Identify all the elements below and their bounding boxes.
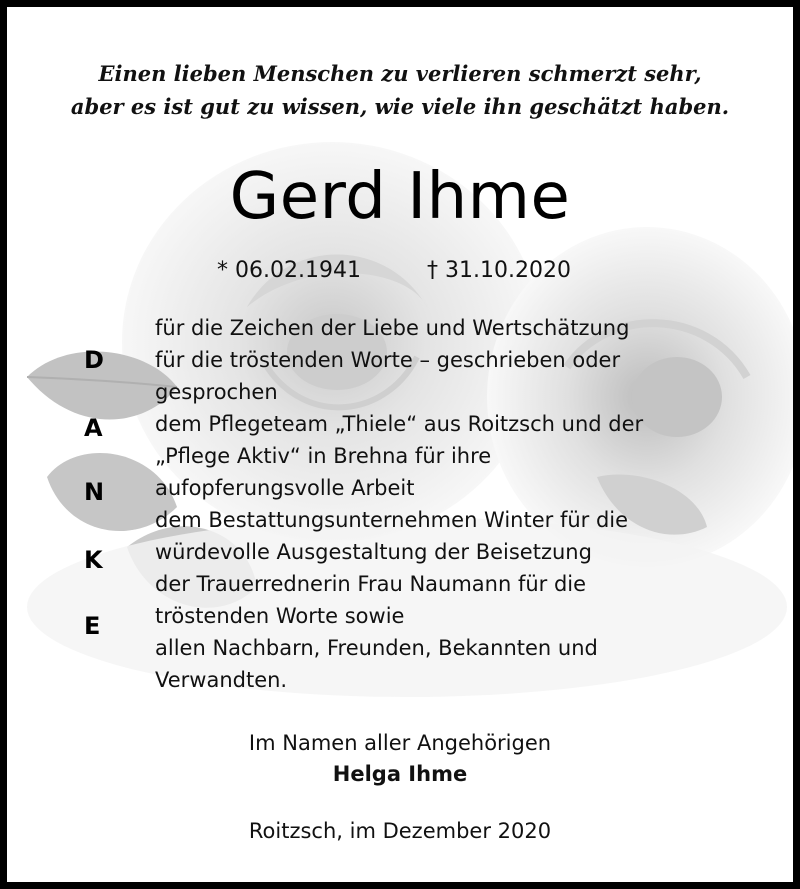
- thanks-item: dem Pflegeteam „Thiele“ aus Roitzsch und der „Pflege Aktiv“ in Brehna für ihre aufopferungsvolle Arbeit: [155, 412, 644, 500]
- birth-date: * 06.02.1941: [217, 258, 361, 283]
- death-date: † 31.10.2020: [427, 258, 571, 283]
- quote-line-1: Einen lieben Menschen zu verlieren schmerzt sehr,: [98, 61, 702, 86]
- thanks-item: für die Zeichen der Liebe und Wertschätzung: [155, 316, 630, 340]
- thanks-item: der Trauerrednerin Frau Naumann für die tröstenden Worte sowie: [155, 572, 587, 628]
- danke-letter-a: A: [84, 414, 103, 442]
- danke-letter-d: D: [84, 346, 104, 374]
- danke-letter-e: E: [84, 612, 101, 640]
- opening-quote: [7, 57, 793, 123]
- thanks-item: allen Nachbarn, Freunden, Bekannten und Verwandten.: [155, 636, 598, 692]
- place-and-date: Roitzsch, im Dezember 2020: [248, 819, 552, 843]
- quote-line-2: aber es ist gut zu wissen, wie viele ihn geschätzt haben.: [70, 94, 730, 119]
- thanks-item: dem Bestattungsunternehmen Winter für die würdevolle Ausgestaltung der Beisetzung: [155, 508, 629, 564]
- thanks-item: für die tröstenden Worte – geschrieben oder gesprochen: [155, 348, 621, 404]
- thanks-list: [155, 312, 715, 696]
- deceased-name: Gerd Ihme: [229, 160, 571, 234]
- signature-name: Helga Ihme: [332, 762, 468, 786]
- signature-intro: Im Namen aller Angehörigen: [248, 731, 552, 755]
- danke-letter-k: K: [84, 546, 103, 574]
- danke-letter-n: N: [84, 478, 105, 506]
